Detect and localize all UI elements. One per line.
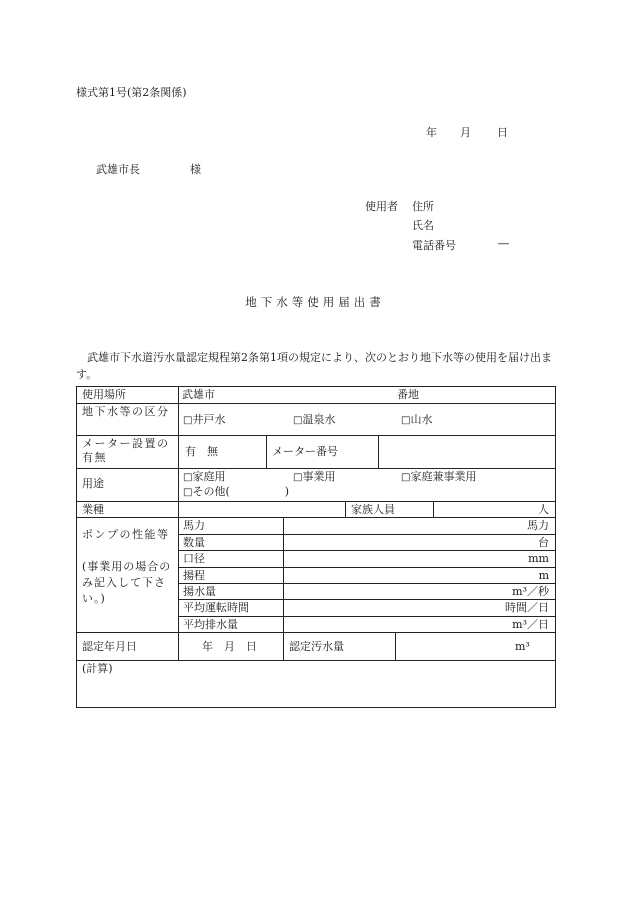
cert-volume-label: 認定汚水量 [289,640,344,653]
pump-runtime-unit: 時間／日 [505,601,549,614]
calc-label: (計算) [82,662,113,675]
cert-date-value: 年 月 日 [202,640,257,653]
use-option-business[interactable]: □事業用 [293,470,336,483]
pump-runtime-label: 平均運転時間 [183,601,249,614]
industry-label: 業種 [82,503,104,516]
checkbox-icon: □ [401,472,411,483]
use-label: 用途 [82,477,104,490]
pump-bore-unit: mm [528,552,549,565]
pump-head-label: 揚程 [183,569,205,582]
meter-label: メーター設置の有無 [82,437,170,464]
location-banchi: 番地 [397,388,419,401]
pump-head-unit: m [538,569,549,582]
pump-note: (事業用の場合のみ記入して下さい。) [82,560,172,605]
use-option-mixed[interactable]: □家庭兼事業用 [401,470,477,483]
applicant-role: 使用者 [365,200,398,213]
pump-flow-unit: m³／秒 [512,585,549,598]
checkbox-icon: □ [183,415,193,426]
location-label: 使用場所 [82,388,126,401]
category-label: 地下水等の区分 [82,405,170,418]
checkbox-icon: □ [293,415,303,426]
category-option-well[interactable]: □井戸水 [183,413,226,426]
pump-quantity-unit: 台 [538,536,549,549]
checkbox-icon: □ [183,472,193,483]
applicant-name-label: 氏名 [412,219,434,232]
use-option-other[interactable]: □その他( ) [183,485,290,498]
honorific: 様 [190,163,201,176]
applicant-phone-separator: ― [498,237,509,250]
meter-number-label: メーター番号 [272,445,338,458]
date-month: 月 [460,126,471,139]
pump-drainage-label: 平均排水量 [183,618,238,631]
addressee-line [96,161,201,177]
use-option-household[interactable]: □家庭用 [183,470,226,483]
checkbox-icon: □ [401,415,411,426]
form-number: 様式第1号(第2条関係) [76,86,187,99]
pump-horsepower-label: 馬力 [183,519,205,532]
applicant-phone-label: 電話番号 [412,239,456,252]
location-city: 武雄市 [182,388,215,401]
addressee: 武雄市長 [96,163,140,176]
date-day: 日 [497,126,508,139]
family-label: 家族人員 [351,503,395,516]
document-title: 地下水等使用届出書 [245,295,385,309]
category-option-mountain[interactable]: □山水 [401,413,433,426]
application-table [76,386,556,708]
cert-date-label: 認定年月日 [82,640,137,653]
pump-drainage-unit: m³／日 [512,618,549,631]
pump-horsepower-unit: 馬力 [527,519,549,532]
pump-label: ポンプの性能等 [82,528,170,541]
checkbox-icon: □ [293,472,303,483]
meter-presence[interactable]: 有 無 [185,445,218,458]
checkbox-icon: □ [183,487,193,498]
pump-quantity-label: 数量 [183,536,205,549]
family-unit: 人 [538,503,549,516]
applicant-address-label: 住所 [412,200,434,213]
pump-flow-label: 揚水量 [183,585,216,598]
date-year: 年 [426,126,437,139]
pump-bore-label: 口径 [183,552,205,565]
intro-paragraph: 武雄市下水道汚水量認定規程第2条第1項の規定により、次のとおり地下水等の使用を届け出ます。 [76,351,552,381]
cert-volume-unit: m³ [515,640,530,653]
category-option-hotspring[interactable]: □温泉水 [293,413,336,426]
